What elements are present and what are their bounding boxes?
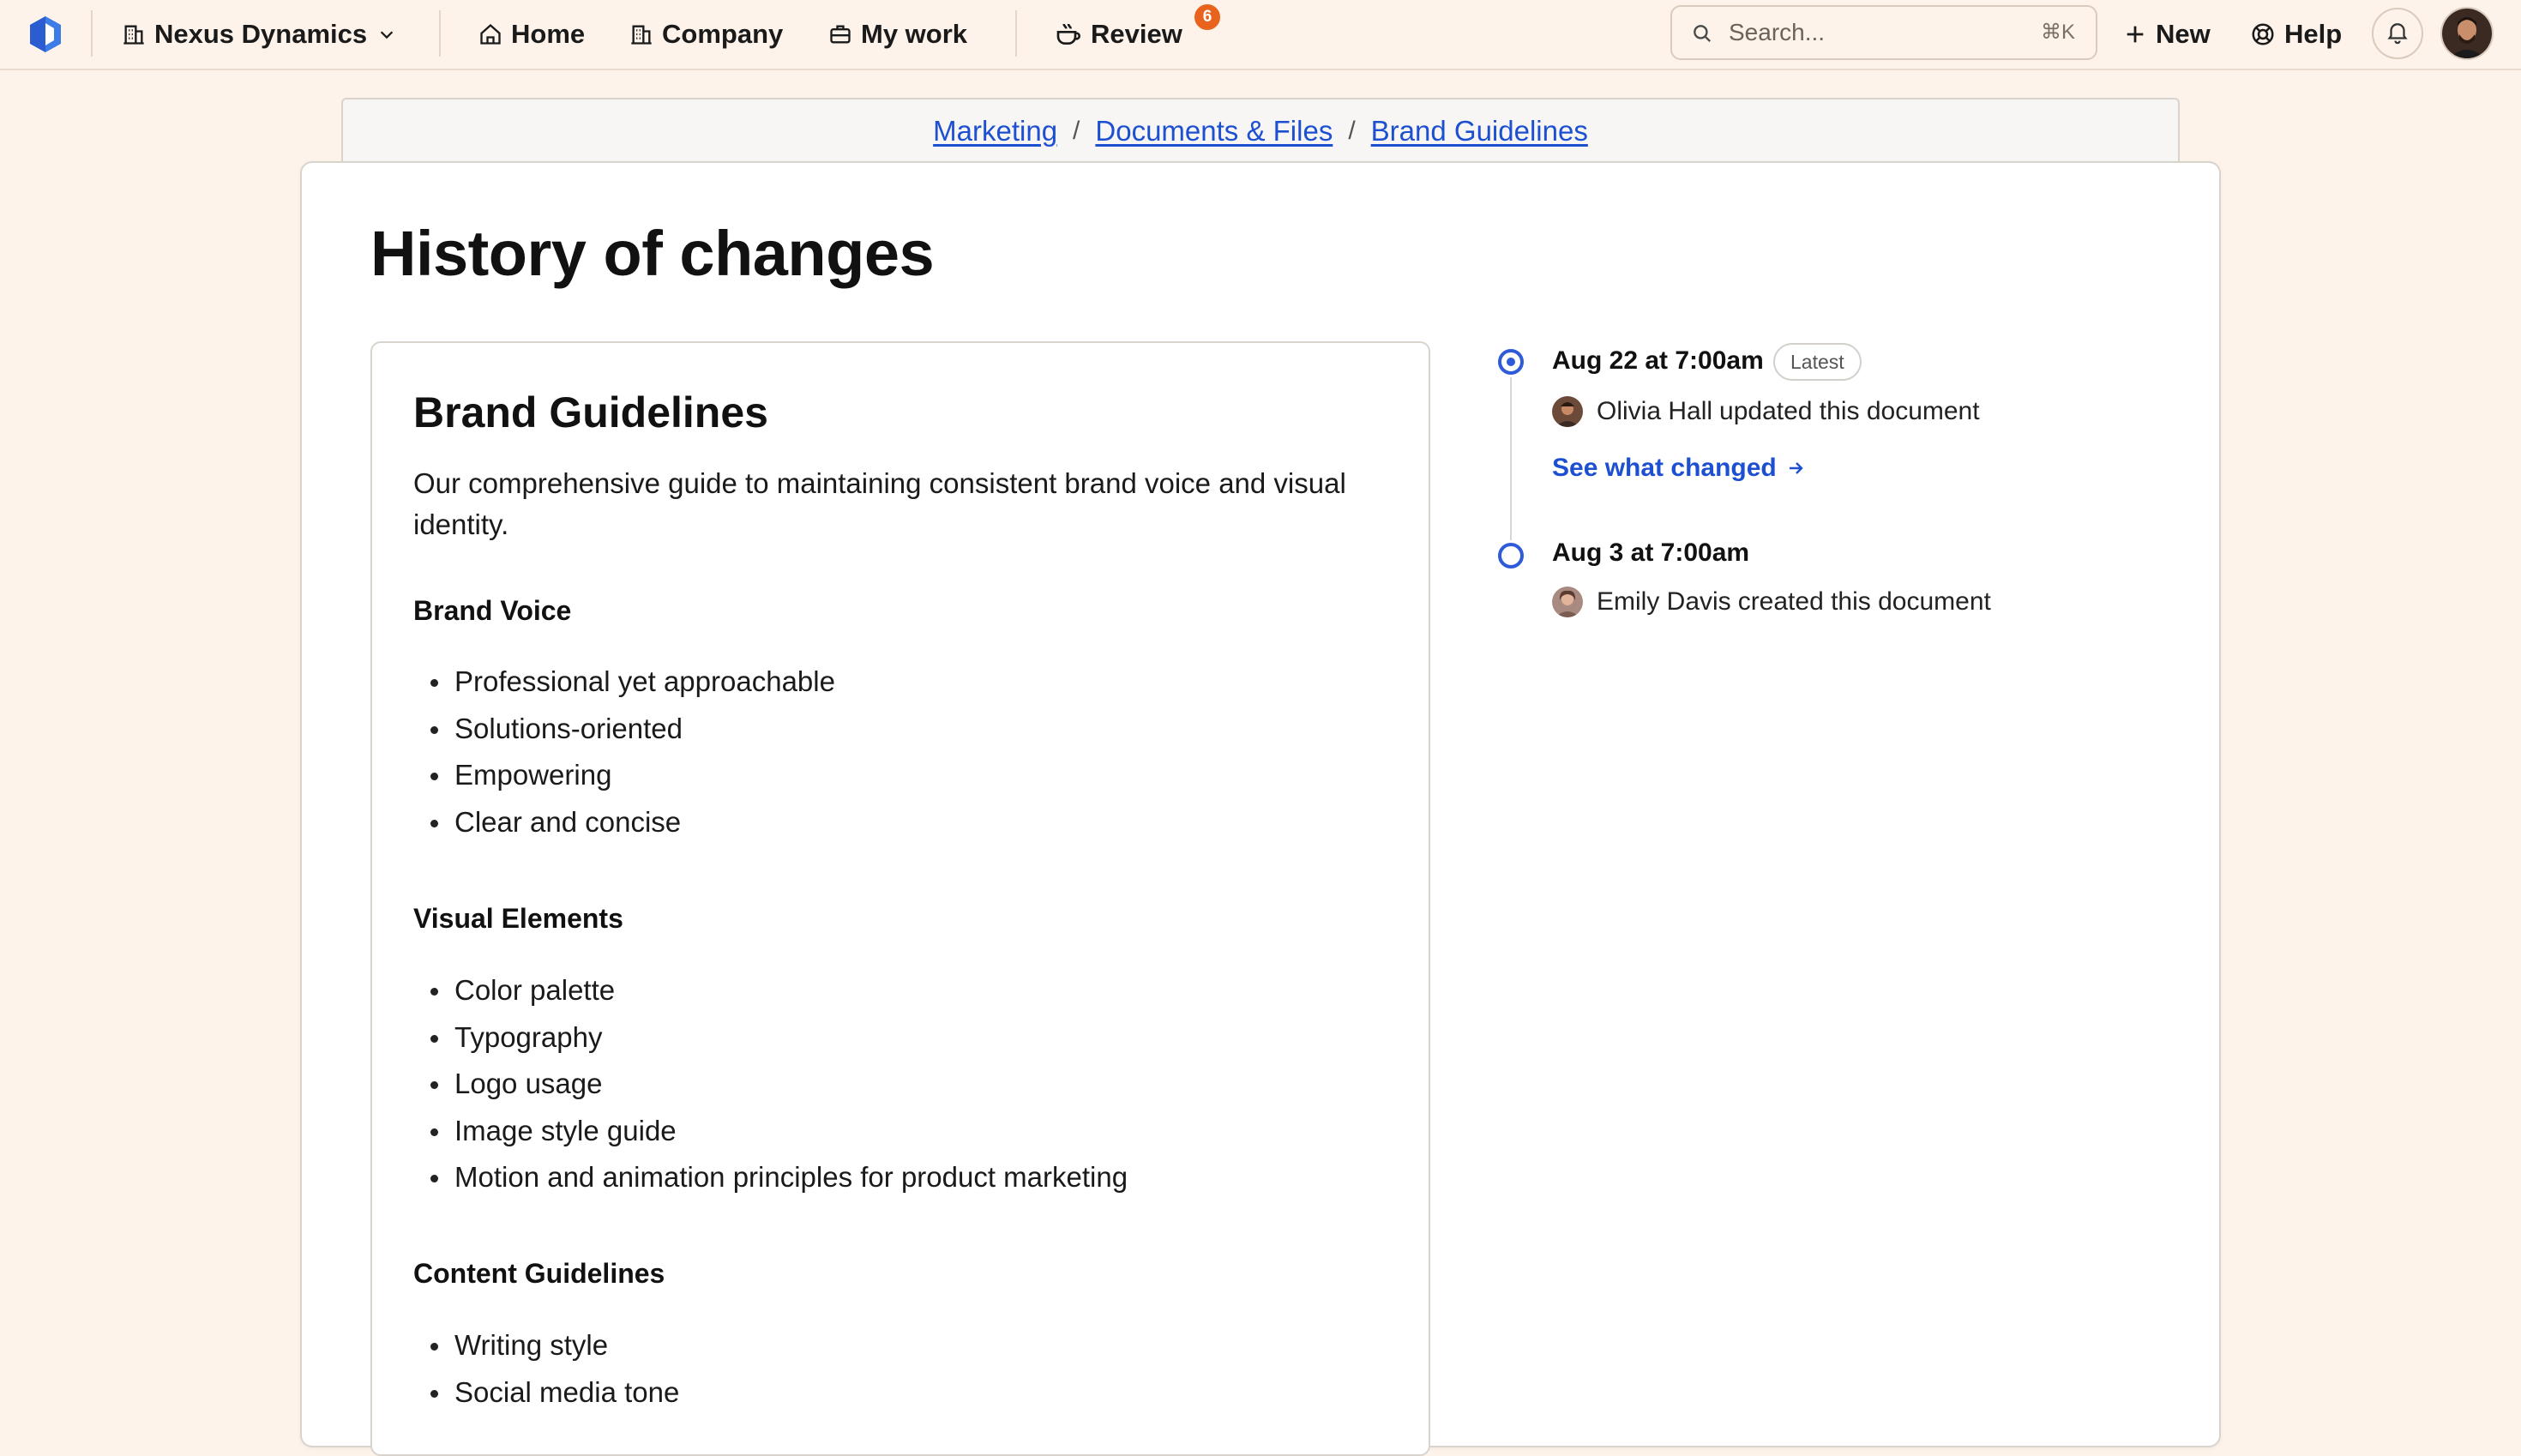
nav-review-label: Review: [1091, 19, 1182, 49]
avatar: [1552, 587, 1583, 617]
list-item: Logo usage: [413, 1061, 1128, 1108]
briefcase-icon: [828, 22, 852, 46]
breadcrumb-link-brand-guidelines[interactable]: Brand Guidelines: [1370, 115, 1588, 147]
timeline-date: Aug 22 at 7:00am: [1552, 346, 1764, 375]
review-count-badge: 6: [1192, 2, 1223, 33]
list-item: Typography: [413, 1014, 1128, 1062]
see-what-changed-link[interactable]: [1552, 451, 1806, 485]
chevron-down-icon: [377, 25, 396, 44]
action-text: created this document: [1737, 587, 1991, 616]
search-icon: [1691, 22, 1713, 49]
nav-company[interactable]: [629, 0, 783, 69]
search-shortcut-hint: ⌘K: [2040, 21, 2075, 44]
breadcrumb: [341, 98, 2180, 163]
timeline-entry-author: [1552, 587, 1991, 617]
timeline-entry-author: [1552, 396, 1980, 427]
org-name: Nexus Dynamics: [154, 19, 368, 49]
help-button-label: Help: [2284, 19, 2343, 49]
list-item: Empowering: [413, 752, 835, 799]
notifications-button[interactable]: [2372, 8, 2423, 59]
section-heading-brand-voice: Brand Voice: [413, 595, 572, 626]
timeline-dot-latest: [1498, 349, 1524, 375]
brand-voice-list: [413, 659, 835, 845]
timeline-date: Aug 3 at 7:00am: [1552, 538, 1750, 567]
list-item: Motion and animation principles for product marketing: [413, 1154, 1128, 1201]
help-button[interactable]: [2250, 0, 2342, 69]
timeline-dot: [1498, 543, 1524, 569]
section-heading-content-guidelines: Content Guidelines: [413, 1258, 665, 1289]
user-photo: [2442, 9, 2492, 58]
author-name[interactable]: Emily Davis: [1597, 587, 1731, 616]
new-button[interactable]: [2123, 0, 2211, 69]
plus-icon: [2123, 22, 2147, 46]
app-logo-icon: [26, 15, 65, 54]
bell-icon: [2385, 19, 2410, 49]
list-item: Color palette: [413, 967, 1128, 1014]
search-placeholder: Search...: [1729, 19, 1826, 45]
section-heading-visual-elements: Visual Elements: [413, 903, 623, 934]
list-item: Professional yet approachable: [413, 659, 835, 706]
list-item: Writing style: [413, 1322, 679, 1369]
latest-badge: Latest: [1773, 343, 1862, 381]
see-what-changed-label: See what changed: [1552, 454, 1777, 482]
nav-review[interactable]: [1055, 0, 1182, 69]
action-text: updated this document: [1719, 397, 1980, 425]
building-icon: [629, 22, 653, 46]
list-item: Social media tone: [413, 1369, 679, 1417]
nav-my-work[interactable]: [828, 0, 967, 69]
page-title: History of changes: [370, 218, 935, 289]
breadcrumb-separator: /: [1348, 117, 1356, 145]
home-icon: [478, 22, 502, 46]
timeline-connector: [1510, 377, 1512, 540]
top-navigation-bar: [0, 0, 2521, 70]
nav-my-work-label: My work: [861, 19, 968, 49]
search-input[interactable]: [1670, 5, 2097, 60]
nav-company-label: Company: [662, 19, 784, 49]
list-item: Image style guide: [413, 1108, 1128, 1155]
document-intro: Our comprehensive guide to maintaining consistent brand voice and visual identity.: [413, 467, 1346, 540]
arrow-right-icon: [1785, 458, 1806, 478]
document-title: Brand Guidelines: [413, 388, 768, 436]
nav-home[interactable]: [478, 0, 585, 69]
breadcrumb-link-documents-files[interactable]: Documents & Files: [1095, 115, 1333, 147]
building-icon: [122, 22, 146, 46]
breadcrumb-link-marketing[interactable]: Marketing: [933, 115, 1058, 147]
avatar: [1552, 396, 1583, 427]
content-guidelines-list: [413, 1322, 679, 1416]
org-switcher[interactable]: [122, 0, 396, 69]
coffee-cup-icon: [1055, 21, 1082, 48]
author-name[interactable]: Olivia Hall: [1597, 397, 1713, 425]
breadcrumb-separator: /: [1073, 117, 1080, 145]
list-item: Solutions-oriented: [413, 706, 835, 753]
lifebuoy-icon: [2250, 21, 2276, 47]
user-avatar[interactable]: [2440, 7, 2494, 60]
visual-elements-list: [413, 967, 1128, 1201]
app-logo[interactable]: [26, 0, 65, 69]
nav-home-label: Home: [511, 19, 586, 49]
new-button-label: New: [2156, 19, 2211, 49]
list-item: Clear and concise: [413, 799, 835, 846]
